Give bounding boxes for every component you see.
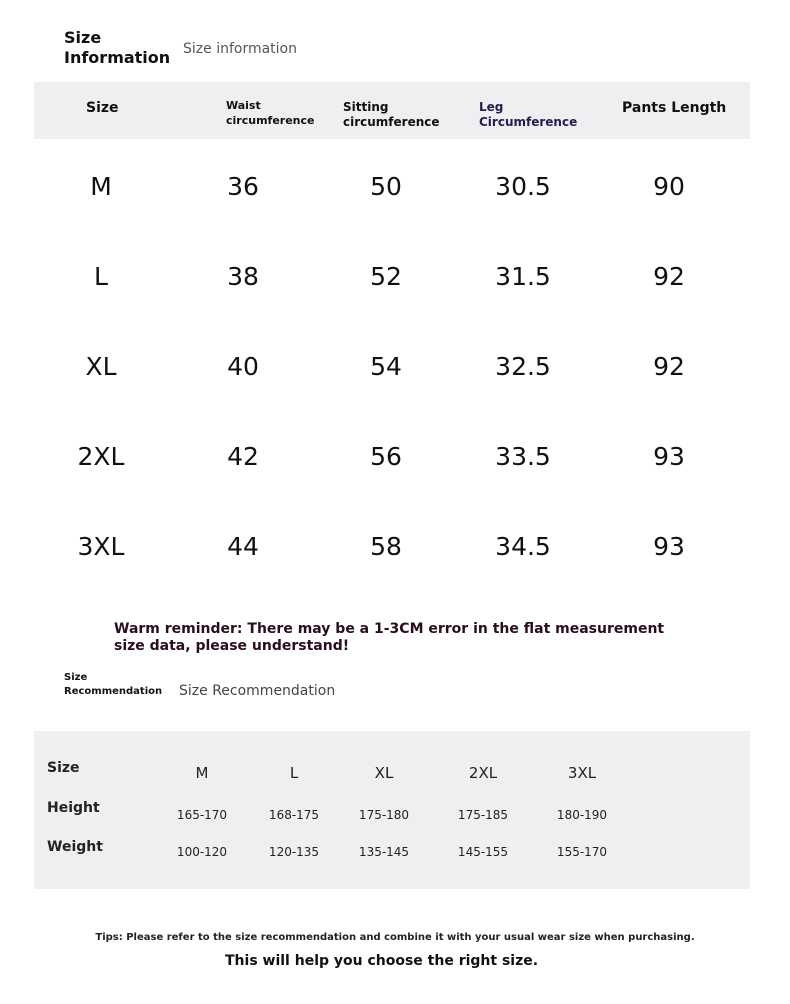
cell-leg: 30.5 <box>495 172 551 201</box>
rec-size-value: 2XL <box>468 764 498 782</box>
header-waist-line1: Waist <box>226 99 261 112</box>
rec-label-height: Height <box>47 800 100 816</box>
size-recommendation-title-line1: Size <box>64 672 88 683</box>
header-leg <box>479 100 577 130</box>
cell-waist: 44 <box>227 532 259 561</box>
table-row <box>34 352 750 392</box>
cell-sitting: 58 <box>370 532 402 561</box>
size-information-title-line1: Size <box>64 28 102 47</box>
header-sitting-line2: circumference <box>343 115 440 129</box>
rec-height-value: 180-190 <box>556 808 608 822</box>
rec-weight-value: 145-155 <box>457 845 509 859</box>
size-recommendation-title <box>64 671 162 699</box>
cell-pants: 93 <box>653 532 685 561</box>
rec-label-weight: Weight <box>47 839 103 855</box>
cell-leg: 31.5 <box>495 262 551 291</box>
cell-size: L <box>94 262 108 291</box>
rec-size-value: 3XL <box>567 764 597 782</box>
cell-sitting: 56 <box>370 442 402 471</box>
cell-leg: 32.5 <box>495 352 551 381</box>
cell-waist: 42 <box>227 442 259 471</box>
size-information-subtitle: Size information <box>183 41 297 57</box>
rec-size-value: M <box>195 764 209 782</box>
header-leg-line2: Circumference <box>479 115 578 129</box>
cell-waist: 38 <box>227 262 259 291</box>
cell-leg: 34.5 <box>495 532 551 561</box>
cell-size: M <box>90 172 112 201</box>
cell-waist: 40 <box>227 352 259 381</box>
rec-weight-value: 100-120 <box>176 845 228 859</box>
table-row <box>34 532 750 572</box>
rec-height-value: 168-175 <box>268 808 320 822</box>
cell-sitting: 50 <box>370 172 402 201</box>
rec-height-value: 175-185 <box>457 808 509 822</box>
size-recommendation-subtitle: Size Recommendation <box>179 683 336 699</box>
tips-line-2: This will help you choose the right size. <box>225 953 539 969</box>
rec-height-value: 175-180 <box>358 808 410 822</box>
warm-reminder: Warm reminder: There may be a 1-3CM error in the flat measurement size data, please understand! <box>114 621 665 654</box>
header-waist <box>226 98 314 128</box>
header-sitting <box>343 100 440 130</box>
header-size: Size <box>86 100 119 116</box>
size-table-header <box>34 82 750 139</box>
cell-size: 2XL <box>77 442 125 471</box>
table-row <box>34 262 750 302</box>
cell-pants: 92 <box>653 262 685 291</box>
cell-pants: 92 <box>653 352 685 381</box>
rec-weight-value: 155-170 <box>556 845 608 859</box>
rec-size-value: XL <box>374 764 394 782</box>
header-pants-length: Pants Length <box>622 100 727 116</box>
cell-pants: 90 <box>653 172 685 201</box>
size-information-title <box>64 28 170 68</box>
cell-sitting: 54 <box>370 352 402 381</box>
rec-weight-value: 135-145 <box>358 845 410 859</box>
header-leg-line1: Leg <box>479 100 504 114</box>
header-waist-line2: circumference <box>226 114 315 127</box>
rec-label-size: Size <box>47 760 80 776</box>
cell-pants: 93 <box>653 442 685 471</box>
table-row <box>34 172 750 212</box>
size-recommendation-title-line2: Recommendation <box>64 686 163 697</box>
cell-size: XL <box>85 352 117 381</box>
header-sitting-line1: Sitting <box>343 100 389 114</box>
recommendation-table <box>34 731 750 889</box>
cell-waist: 36 <box>227 172 259 201</box>
tips-line: Tips: Please refer to the size recommendation and combine it with your usual wear size when purchasing. <box>95 932 695 943</box>
rec-height-value: 165-170 <box>176 808 228 822</box>
cell-size: 3XL <box>77 532 125 561</box>
table-row <box>34 442 750 482</box>
rec-size-value: L <box>289 764 299 782</box>
cell-sitting: 52 <box>370 262 402 291</box>
rec-weight-value: 120-135 <box>268 845 320 859</box>
size-information-title-line2: Information <box>64 48 171 67</box>
cell-leg: 33.5 <box>495 442 551 471</box>
